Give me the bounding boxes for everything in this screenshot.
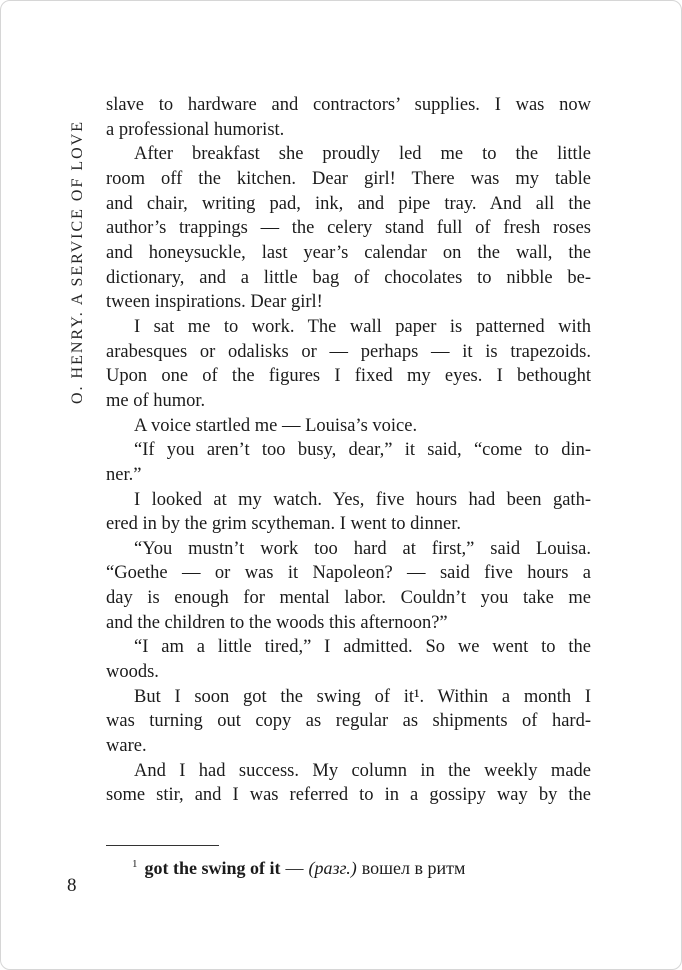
- text-line: “I am a little tired,” I admitted. So we went to the: [134, 637, 591, 658]
- text-line: I looked at my watch. Yes, five hours had been gath-: [134, 489, 591, 510]
- text-line: arabesques or odalisks or — perhaps — it is trapezoids.: [106, 341, 591, 362]
- footnote-marker: 1: [132, 858, 138, 870]
- text-line: I sat me to work. The wall paper is patterned with: [134, 316, 591, 337]
- text-line: ered in by the grim scytheman. I went to dinner.: [106, 514, 462, 535]
- text-line: a professional humorist.: [106, 119, 285, 140]
- body-text: [106, 93, 591, 808]
- text-line: ware.: [106, 736, 147, 757]
- text-line: After breakfast she proudly led me to the little: [134, 144, 591, 165]
- text-line: and the children to the woods this afternoon?”: [106, 612, 448, 633]
- text-line: woods.: [106, 662, 159, 683]
- margin-title: O. HENRY. A SERVICE OF LOVE: [69, 119, 86, 404]
- footnote: [106, 852, 591, 880]
- text-line: me of humor.: [106, 390, 206, 411]
- footnote-translation: вошел в ритм: [361, 858, 466, 878]
- text-line: tween inspirations. Dear girl!: [106, 292, 323, 313]
- footnote-gloss: (разг.): [308, 858, 357, 878]
- text-line: Upon one of the figures I fixed my eyes. I bethought: [106, 366, 591, 387]
- text-line: ner.”: [106, 464, 142, 485]
- text-line: author’s trappings — the celery stand full of fresh roses: [106, 218, 591, 239]
- text-line: But I soon got the swing of it¹. Within a month I: [134, 686, 591, 707]
- text-line: “You mustn’t work too hard at first,” said Louisa.: [134, 538, 591, 559]
- text-line: and honeysuckle, last year’s calendar on the wall, the: [106, 242, 591, 263]
- text-line: And I had success. My column in the weekly made: [134, 760, 591, 781]
- text-line: slave to hardware and contractors’ supplies. I was now: [106, 95, 591, 115]
- footnote-term: got the swing of it: [144, 858, 281, 878]
- text-line: was turning out copy as regular as shipments of hard-: [106, 711, 591, 732]
- text-line: room off the kitchen. Dear girl! There was my table: [106, 168, 591, 189]
- footnote-rule: [106, 845, 219, 846]
- page-number: 8: [67, 875, 77, 896]
- text-line: A voice startled me — Louisa’s voice.: [134, 415, 418, 436]
- text-line: some stir, and I was referred to in a gossipy way by the: [106, 785, 591, 806]
- text-line: and chair, writing pad, ink, and pipe tray. And all the: [106, 193, 591, 214]
- text-line: “If you aren’t too busy, dear,” it said, “come to din-: [134, 440, 591, 461]
- text-line: day is enough for mental labor. Couldn’t you take me: [106, 588, 591, 609]
- footnote-separator: —: [285, 858, 304, 878]
- text-line: dictionary, and a little bag of chocolates to nibble be-: [106, 267, 591, 288]
- text-line: “Goethe — or was it Napoleon? — said five hours a: [106, 563, 591, 584]
